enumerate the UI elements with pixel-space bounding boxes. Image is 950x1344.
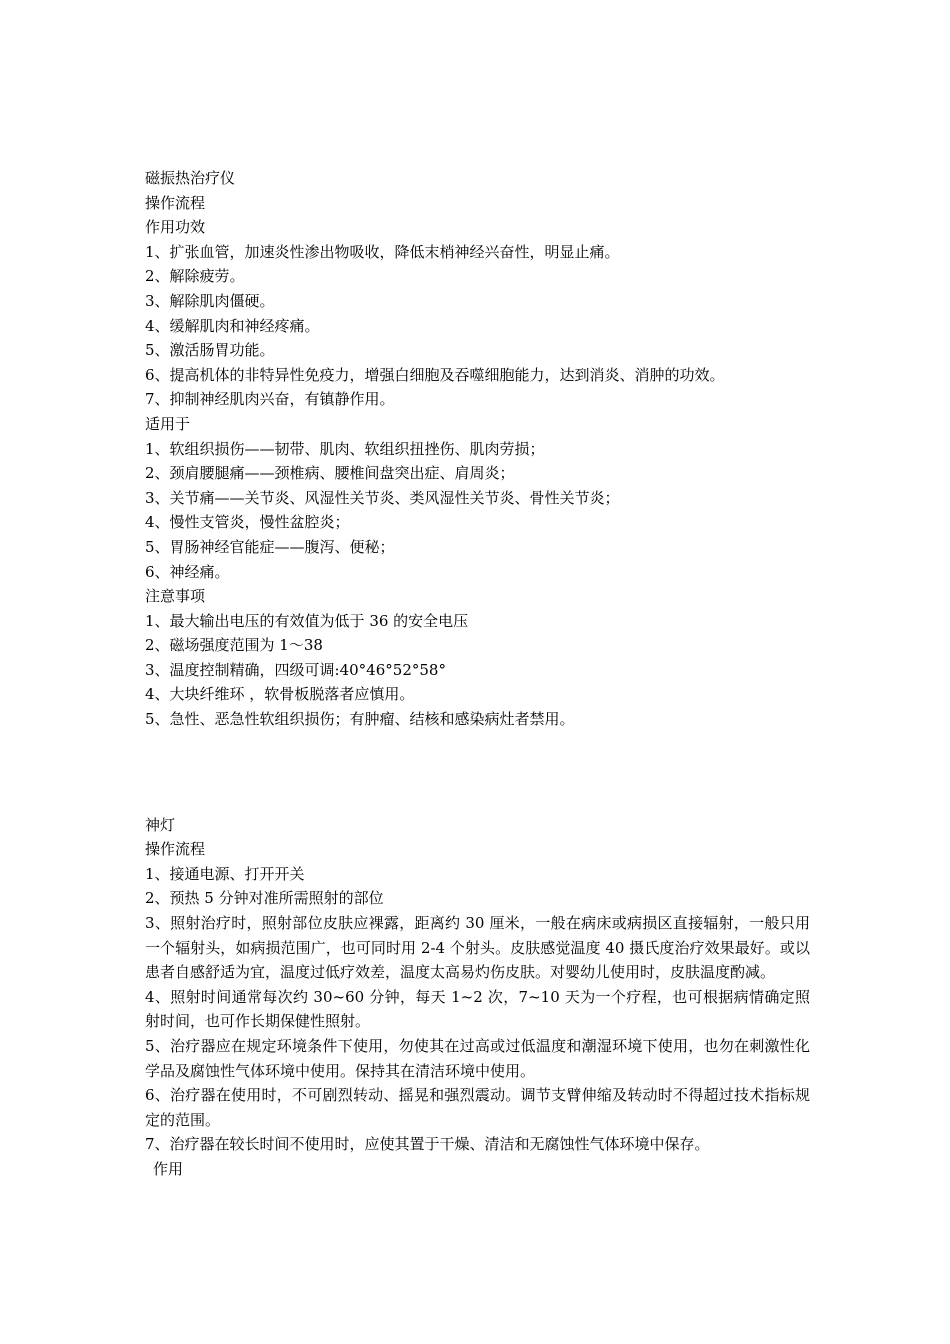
procedure-heading: 操作流程 [145,193,206,212]
section-magnetic-thermal-therapy [145,166,810,732]
indications-item: 4、慢性支管炎，慢性盆腔炎； [145,513,350,532]
effects-item: 2、解除疲劳。 [145,267,245,286]
notes-item: 1、最大输出电压的有效值为低于 36 的安全电压 [145,611,469,630]
effects-heading: 作用 [153,1159,184,1178]
section-title: 磁振热治疗仪 [145,169,236,187]
effects-item: 3、解除肌肉僵硬。 [145,291,275,310]
notes-item: 4、大块纤维环 ，软骨板脱落者应慎用。 [145,685,415,704]
procedure-step: 7、治疗器在较长时间不使用时，应使其置于干燥、清洁和无腐蚀性气体环境中保存。 [145,1135,710,1154]
procedure-heading: 操作流程 [145,840,206,859]
notes-heading: 注意事项 [145,587,206,606]
section-spacer [145,732,810,813]
procedure-step: 2、预热 5 分钟对准所需照射的部位 [145,889,384,908]
notes-item: 2、磁场强度范围为 1～38 [145,636,323,655]
procedure-step: 4、照射时间通常每次约 30~60 分钟，每天 1~2 次，7~10 天为一个疗程，也可根据病情确定照射时间，也可作长期保健性照射。 [145,987,810,1031]
indications-heading: 适用于 [145,414,191,433]
effects-heading: 作用功效 [145,218,206,237]
effects-item: 5、激活肠胃功能。 [145,341,275,360]
effects-item: 6、提高机体的非特异性免疫力，增强白细胞及吞噬细胞能力，达到消炎、消肿的功效。 [145,365,725,384]
procedure-step: 5、治疗器应在规定环境条件下使用，勿使其在过高或过低温度和潮湿环境下使用，也勿在刺激性化学品及腐蚀性气体环境中使用。保持其在清洁环境中使用。 [145,1037,810,1080]
procedure-step: 6、治疗器在使用时，不可剧烈转动、摇晃和强烈震动。调节支臂伸缩及转动时不得超过技术指标规定的范围。 [145,1086,810,1129]
notes-item: 5、急性、恶急性软组织损伤；有肿瘤、结核和感染病灶者禁用。 [145,710,575,729]
effects-item: 1、扩张血管，加速炎性渗出物吸收，降低末梢神经兴奋性，明显止痛。 [145,242,620,261]
indications-item: 5、胃肠神经官能症——腹泻、便秘； [145,537,395,556]
section-title: 神灯 [145,815,176,834]
effects-item: 4、缓解肌肉和神经疼痛。 [145,316,320,335]
section-heat-lamp [145,813,810,1182]
document-page [145,166,810,1182]
indications-item: 3、关节痛——关节炎、风湿性关节炎、类风湿性关节炎、骨性关节炎； [145,488,620,507]
effects-item: 7、抑制神经肌肉兴奋，有镇静作用。 [145,390,395,409]
notes-item: 3、温度控制精确，四级可调:40°46°52°58° [145,660,446,679]
indications-item: 1、软组织损伤——韧带、肌肉、软组织扭挫伤、肌肉劳损； [145,439,545,458]
procedure-step: 3、照射治疗时，照射部位皮肤应裸露，距离约 30 厘米，一般在病床或病损区直接辐射，一般只用一个辐射头，如病损范围广，也可同时用 2-4 个射头。皮肤感觉温度 40 摄氏度治疗效果最好。或以患者自感舒适为宜，温度过低疗效差，温度太高易灼伤皮肤。对婴幼儿使用时，皮肤温度酌减。 [145,914,810,982]
indications-item: 2、颈肩腰腿痛——颈椎病、腰椎间盘突出症、肩周炎； [145,464,515,483]
procedure-step: 1、接通电源、打开开关 [145,864,305,883]
indications-item: 6、神经痛。 [145,562,230,581]
